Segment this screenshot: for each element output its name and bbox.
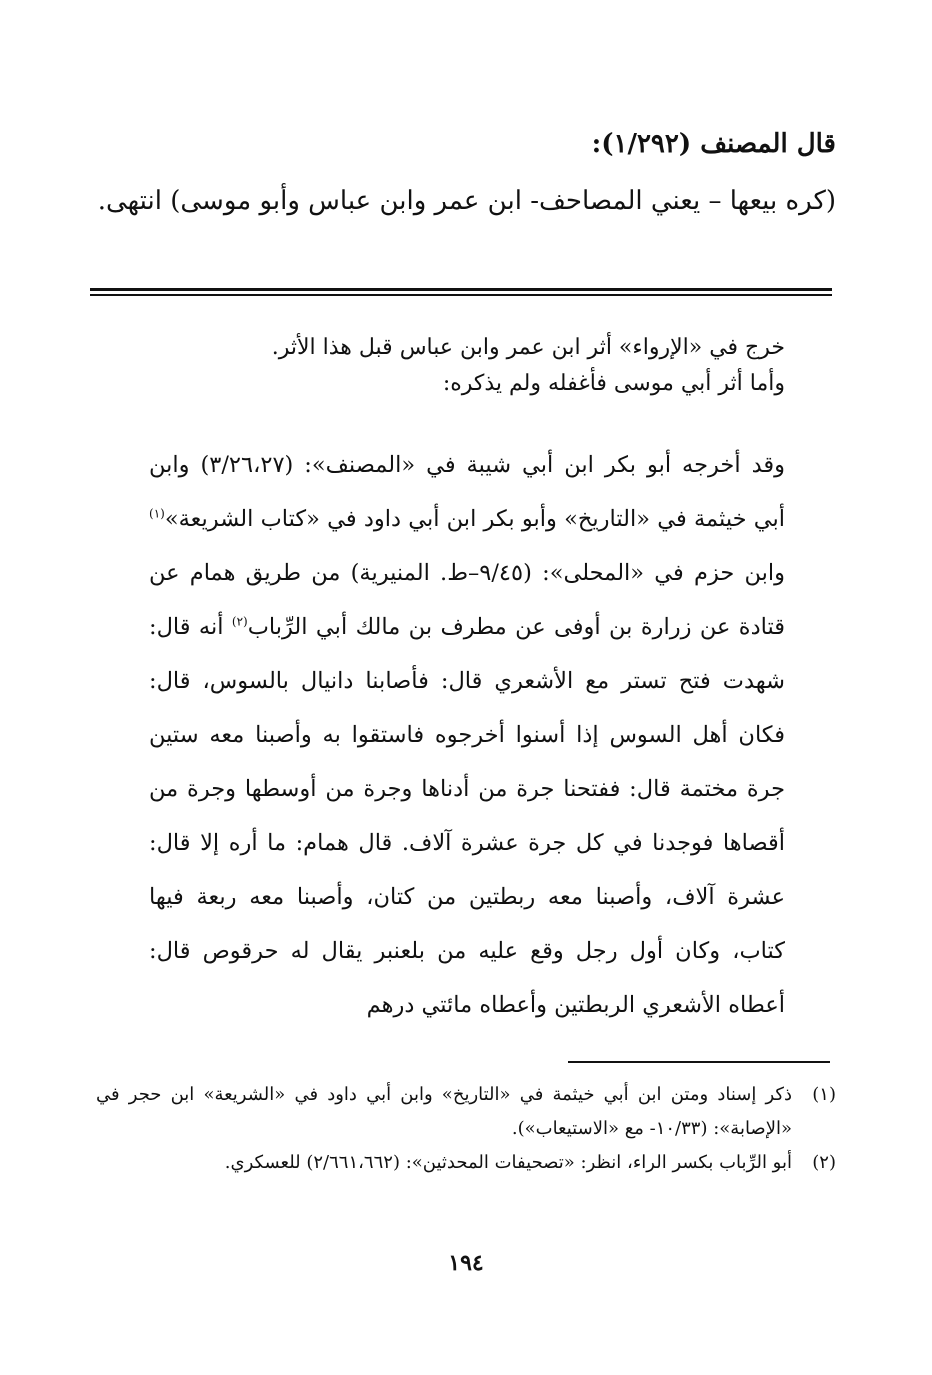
footnote-number: (١) <box>812 1084 836 1105</box>
footnote-text: أبو الرِّباب بكسر الراء، انظر: «تصحيفات المحدثين»: (٢/٦٦١،٦٦٢) للعسكري. <box>224 1152 792 1173</box>
main-text-part: وقد أخرجه أبو بكر ابن أبي شيبة في «المصنف»: (٣/٢٦،٢٧) وابن أبي خيثمة في «التاريخ» وأبو بكر ابن أبي داود في «كتاب الشريعة» <box>149 452 785 532</box>
quoted-text: (كره بيعها – يعني المصاحف- ابن عمر وابن عباس وأبو موسى) انتهى. <box>97 186 836 216</box>
intro-paragraphs <box>149 330 785 402</box>
footnote-text: ذكر إسناد ومتن ابن أبي خيثمة في «التاريخ» وابن أبي داود في «الشريعة» ابن حجر في «الإصابة»: (١٠/٣٣- مع «الاستيعاب»). <box>96 1084 792 1139</box>
main-text-part: أنه قال: شهدت فتح تستر مع الأشعري قال: فأصابنا دانيال بالسوس، قال: فكان أهل السوس إذا أسنوا أخرجوه فاستقوا به وأصبنا معه ستين جرة مختمة قال: ففتحنا جرة من أدناها وجرة من أوسطها وجرة من أقصاها فوجدنا في كل جرة عشرة آلاف. قال همام: ما أره إلا قال: عشرة آلاف، وأصبنا معه ربطتين من كتان، وأصبنا معه ربعة فيها كتاب، وكان أول رجل وقع عليه من بلعنبر يقال له حرقوص قال: أعطاه الأشعري الربطتين وأعطاه مائتي درهم <box>149 614 785 1018</box>
footnote-ref-2: (٢) <box>231 614 248 629</box>
main-text-part: وابن حزم في «المحلى»: (٩/٤٥–ط. المنيرية) من طريق همام عن قتادة عن زرارة بن أوفى عن مطرف بن مالك أبي الرِّباب <box>149 560 785 640</box>
intro-line: خرج في «الإرواء» أثر ابن عمر وابن عباس قبل هذا الأثر. <box>271 335 785 360</box>
footnote <box>96 1146 836 1180</box>
intro-line: وأما أثر أبي موسى فأغفله ولم يذكره: <box>442 371 785 396</box>
page-number: ١٩٤ <box>448 1250 484 1276</box>
main-paragraph <box>149 438 785 1032</box>
section-heading: قال المصنف (١/٢٩٢): <box>591 129 836 159</box>
footnote <box>96 1078 836 1146</box>
footnote-ref-1: (١) <box>149 506 165 521</box>
footnotes <box>96 1078 836 1180</box>
footnote-number: (٢) <box>812 1152 836 1173</box>
footnote-divider <box>568 1061 830 1063</box>
double-divider <box>90 288 832 298</box>
